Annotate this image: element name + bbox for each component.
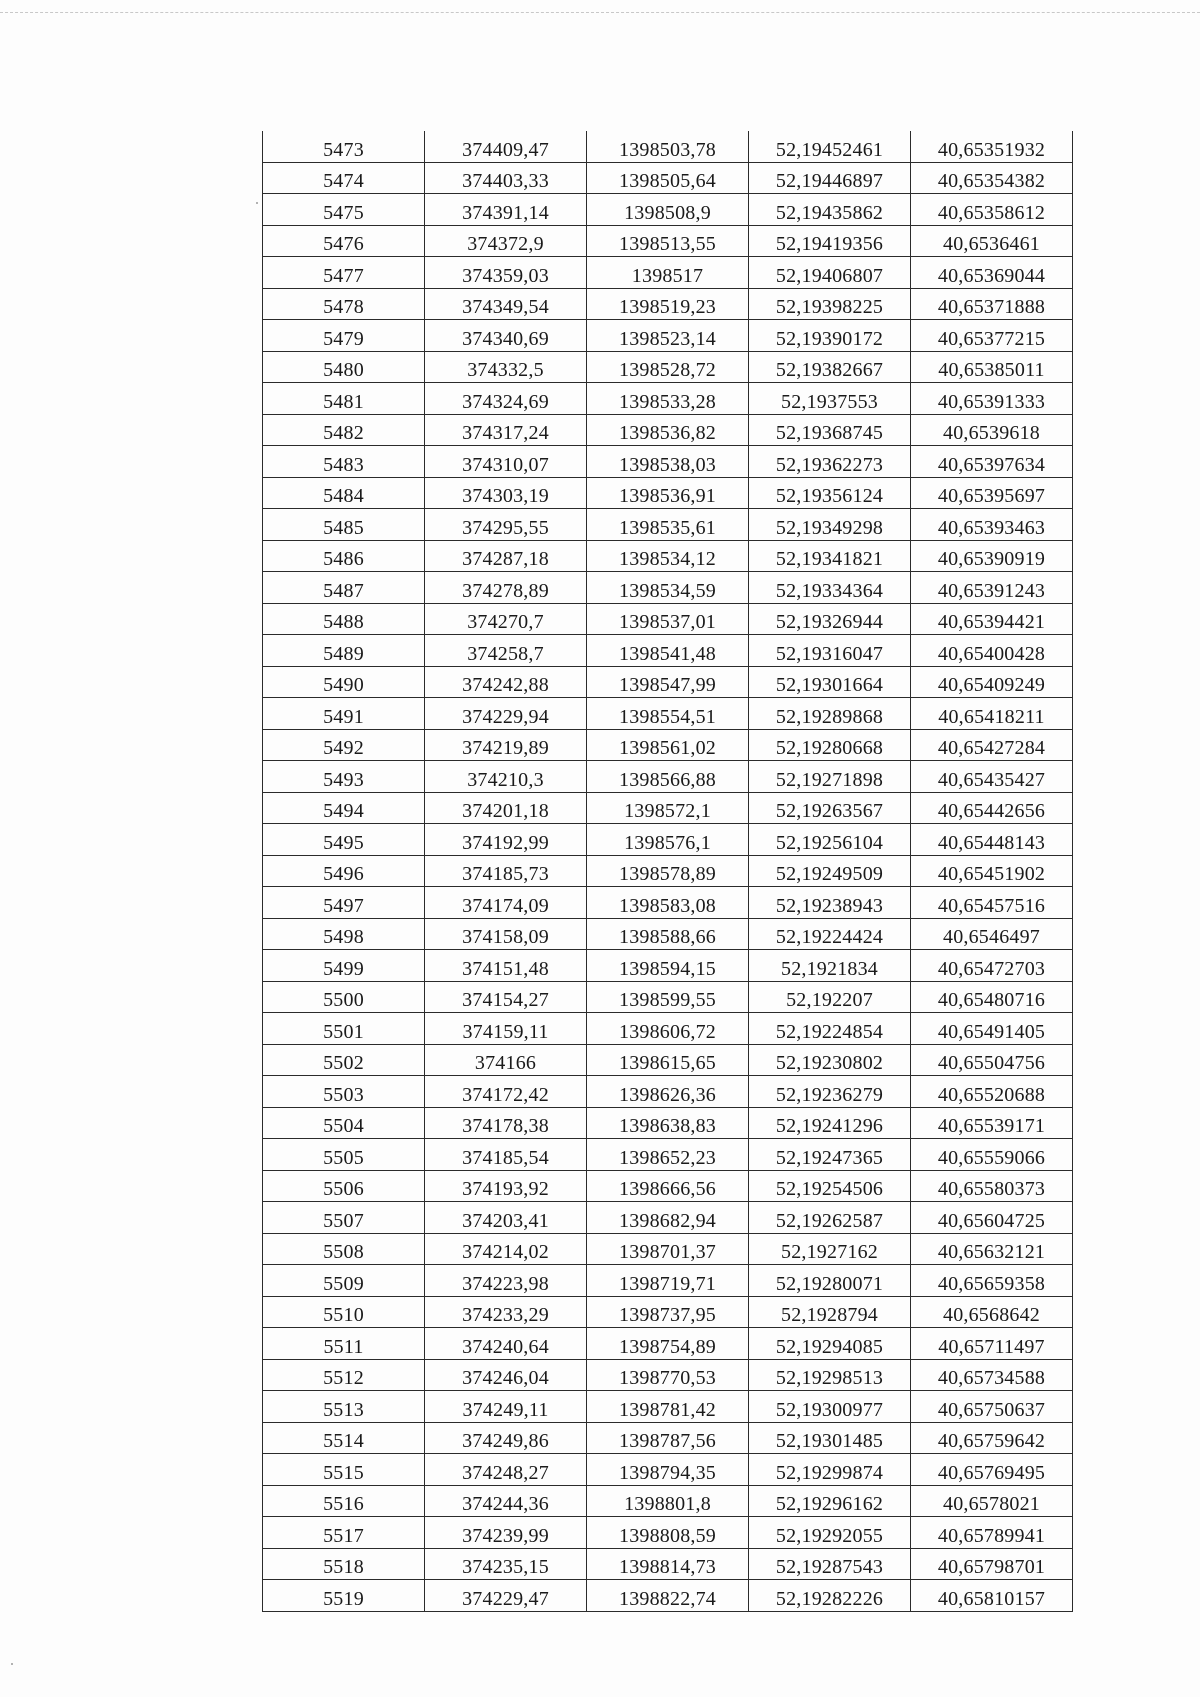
point-number-cell: 5473 bbox=[263, 131, 425, 162]
y-coordinate-cell: 1398701,37 bbox=[587, 1233, 749, 1265]
x-coordinate-cell: 374192,99 bbox=[425, 824, 587, 856]
point-number-cell: 5477 bbox=[263, 257, 425, 289]
longitude-cell: 40,65391333 bbox=[911, 383, 1073, 415]
latitude-cell: 52,19294085 bbox=[749, 1328, 911, 1360]
table-row bbox=[263, 1265, 1073, 1297]
table-row bbox=[263, 792, 1073, 824]
longitude-cell: 40,65798701 bbox=[911, 1548, 1073, 1580]
table-row bbox=[263, 950, 1073, 982]
point-number-cell: 5474 bbox=[263, 162, 425, 194]
longitude-cell: 40,65418211 bbox=[911, 698, 1073, 730]
x-coordinate-cell: 374210,3 bbox=[425, 761, 587, 793]
x-coordinate-cell: 374229,47 bbox=[425, 1580, 587, 1612]
x-coordinate-cell: 374249,86 bbox=[425, 1422, 587, 1454]
point-number-cell: 5480 bbox=[263, 351, 425, 383]
longitude-cell: 40,65409249 bbox=[911, 666, 1073, 698]
table-row bbox=[263, 446, 1073, 478]
latitude-cell: 52,19301485 bbox=[749, 1422, 911, 1454]
latitude-cell: 52,19446897 bbox=[749, 162, 911, 194]
y-coordinate-cell: 1398794,35 bbox=[587, 1454, 749, 1486]
point-number-cell: 5491 bbox=[263, 698, 425, 730]
longitude-cell: 40,65385011 bbox=[911, 351, 1073, 383]
x-coordinate-cell: 374154,27 bbox=[425, 981, 587, 1013]
table-row bbox=[263, 162, 1073, 194]
y-coordinate-cell: 1398615,65 bbox=[587, 1044, 749, 1076]
y-coordinate-cell: 1398534,12 bbox=[587, 540, 749, 572]
latitude-cell: 52,19262587 bbox=[749, 1202, 911, 1234]
latitude-cell: 52,19230802 bbox=[749, 1044, 911, 1076]
y-coordinate-cell: 1398808,59 bbox=[587, 1517, 749, 1549]
point-number-cell: 5482 bbox=[263, 414, 425, 446]
table-row bbox=[263, 257, 1073, 289]
y-coordinate-cell: 1398626,36 bbox=[587, 1076, 749, 1108]
y-coordinate-cell: 1398505,64 bbox=[587, 162, 749, 194]
point-number-cell: 5476 bbox=[263, 225, 425, 257]
table-row bbox=[263, 1422, 1073, 1454]
x-coordinate-cell: 374324,69 bbox=[425, 383, 587, 415]
table-row bbox=[263, 1359, 1073, 1391]
table-row bbox=[263, 635, 1073, 667]
point-number-cell: 5515 bbox=[263, 1454, 425, 1486]
y-coordinate-cell: 1398666,56 bbox=[587, 1170, 749, 1202]
table-row bbox=[263, 1517, 1073, 1549]
longitude-cell: 40,65358612 bbox=[911, 194, 1073, 226]
longitude-cell: 40,65395697 bbox=[911, 477, 1073, 509]
scan-edge-line bbox=[0, 12, 1200, 13]
x-coordinate-cell: 374178,38 bbox=[425, 1107, 587, 1139]
longitude-cell: 40,65604725 bbox=[911, 1202, 1073, 1234]
y-coordinate-cell: 1398513,55 bbox=[587, 225, 749, 257]
x-coordinate-cell: 374174,09 bbox=[425, 887, 587, 919]
latitude-cell: 52,19287543 bbox=[749, 1548, 911, 1580]
longitude-cell: 40,65810157 bbox=[911, 1580, 1073, 1612]
latitude-cell: 52,19292055 bbox=[749, 1517, 911, 1549]
longitude-cell: 40,65451902 bbox=[911, 855, 1073, 887]
latitude-cell: 52,19271898 bbox=[749, 761, 911, 793]
point-number-cell: 5519 bbox=[263, 1580, 425, 1612]
latitude-cell: 52,19398225 bbox=[749, 288, 911, 320]
table-row bbox=[263, 1170, 1073, 1202]
x-coordinate-cell: 374391,14 bbox=[425, 194, 587, 226]
x-coordinate-cell: 374246,04 bbox=[425, 1359, 587, 1391]
latitude-cell: 52,19349298 bbox=[749, 509, 911, 541]
point-number-cell: 5506 bbox=[263, 1170, 425, 1202]
y-coordinate-cell: 1398536,91 bbox=[587, 477, 749, 509]
latitude-cell: 52,19224854 bbox=[749, 1013, 911, 1045]
x-coordinate-cell: 374193,92 bbox=[425, 1170, 587, 1202]
point-number-cell: 5488 bbox=[263, 603, 425, 635]
latitude-cell: 52,19280668 bbox=[749, 729, 911, 761]
x-coordinate-cell: 374409,47 bbox=[425, 131, 587, 162]
point-number-cell: 5483 bbox=[263, 446, 425, 478]
point-number-cell: 5501 bbox=[263, 1013, 425, 1045]
x-coordinate-cell: 374332,5 bbox=[425, 351, 587, 383]
latitude-cell: 52,19236279 bbox=[749, 1076, 911, 1108]
latitude-cell: 52,19280071 bbox=[749, 1265, 911, 1297]
x-coordinate-cell: 374359,03 bbox=[425, 257, 587, 289]
x-coordinate-cell: 374270,7 bbox=[425, 603, 587, 635]
point-number-cell: 5508 bbox=[263, 1233, 425, 1265]
y-coordinate-cell: 1398503,78 bbox=[587, 131, 749, 162]
table-row bbox=[263, 288, 1073, 320]
point-number-cell: 5503 bbox=[263, 1076, 425, 1108]
point-number-cell: 5475 bbox=[263, 194, 425, 226]
scan-speck bbox=[256, 202, 258, 204]
longitude-cell: 40,65391243 bbox=[911, 572, 1073, 604]
table-row bbox=[263, 918, 1073, 950]
latitude-cell: 52,19247365 bbox=[749, 1139, 911, 1171]
latitude-cell: 52,19452461 bbox=[749, 131, 911, 162]
x-coordinate-cell: 374172,42 bbox=[425, 1076, 587, 1108]
latitude-cell: 52,19341821 bbox=[749, 540, 911, 572]
point-number-cell: 5505 bbox=[263, 1139, 425, 1171]
y-coordinate-cell: 1398606,72 bbox=[587, 1013, 749, 1045]
table-row bbox=[263, 477, 1073, 509]
longitude-cell: 40,65427284 bbox=[911, 729, 1073, 761]
point-number-cell: 5500 bbox=[263, 981, 425, 1013]
point-number-cell: 5510 bbox=[263, 1296, 425, 1328]
x-coordinate-cell: 374372,9 bbox=[425, 225, 587, 257]
point-number-cell: 5496 bbox=[263, 855, 425, 887]
latitude-cell: 52,19241296 bbox=[749, 1107, 911, 1139]
longitude-cell: 40,65351932 bbox=[911, 131, 1073, 162]
y-coordinate-cell: 1398534,59 bbox=[587, 572, 749, 604]
x-coordinate-cell: 374151,48 bbox=[425, 950, 587, 982]
point-number-cell: 5502 bbox=[263, 1044, 425, 1076]
longitude-cell: 40,6568642 bbox=[911, 1296, 1073, 1328]
latitude-cell: 52,19390172 bbox=[749, 320, 911, 352]
longitude-cell: 40,65734588 bbox=[911, 1359, 1073, 1391]
x-coordinate-cell: 374233,29 bbox=[425, 1296, 587, 1328]
x-coordinate-cell: 374317,24 bbox=[425, 414, 587, 446]
longitude-cell: 40,6536461 bbox=[911, 225, 1073, 257]
longitude-cell: 40,65393463 bbox=[911, 509, 1073, 541]
y-coordinate-cell: 1398576,1 bbox=[587, 824, 749, 856]
y-coordinate-cell: 1398538,03 bbox=[587, 446, 749, 478]
x-coordinate-cell: 374235,15 bbox=[425, 1548, 587, 1580]
table-row bbox=[263, 1454, 1073, 1486]
longitude-cell: 40,65369044 bbox=[911, 257, 1073, 289]
point-number-cell: 5511 bbox=[263, 1328, 425, 1360]
table-row bbox=[263, 1328, 1073, 1360]
point-number-cell: 5512 bbox=[263, 1359, 425, 1391]
y-coordinate-cell: 1398572,1 bbox=[587, 792, 749, 824]
table-row bbox=[263, 981, 1073, 1013]
x-coordinate-cell: 374295,55 bbox=[425, 509, 587, 541]
longitude-cell: 40,65457516 bbox=[911, 887, 1073, 919]
longitude-cell: 40,65442656 bbox=[911, 792, 1073, 824]
latitude-cell: 52,1927162 bbox=[749, 1233, 911, 1265]
y-coordinate-cell: 1398594,15 bbox=[587, 950, 749, 982]
table-row bbox=[263, 666, 1073, 698]
longitude-cell: 40,65539171 bbox=[911, 1107, 1073, 1139]
table-row bbox=[263, 320, 1073, 352]
point-number-cell: 5513 bbox=[263, 1391, 425, 1423]
point-number-cell: 5516 bbox=[263, 1485, 425, 1517]
latitude-cell: 52,1928794 bbox=[749, 1296, 911, 1328]
y-coordinate-cell: 1398638,83 bbox=[587, 1107, 749, 1139]
y-coordinate-cell: 1398682,94 bbox=[587, 1202, 749, 1234]
latitude-cell: 52,1937553 bbox=[749, 383, 911, 415]
table-row bbox=[263, 351, 1073, 383]
point-number-cell: 5494 bbox=[263, 792, 425, 824]
x-coordinate-cell: 374239,99 bbox=[425, 1517, 587, 1549]
longitude-cell: 40,65400428 bbox=[911, 635, 1073, 667]
table-row bbox=[263, 729, 1073, 761]
longitude-cell: 40,65559066 bbox=[911, 1139, 1073, 1171]
latitude-cell: 52,19254506 bbox=[749, 1170, 911, 1202]
longitude-cell: 40,6539618 bbox=[911, 414, 1073, 446]
longitude-cell: 40,65520688 bbox=[911, 1076, 1073, 1108]
table-row bbox=[263, 1202, 1073, 1234]
table-row bbox=[263, 1580, 1073, 1612]
y-coordinate-cell: 1398588,66 bbox=[587, 918, 749, 950]
longitude-cell: 40,65371888 bbox=[911, 288, 1073, 320]
y-coordinate-cell: 1398517 bbox=[587, 257, 749, 289]
x-coordinate-cell: 374185,73 bbox=[425, 855, 587, 887]
longitude-cell: 40,6578021 bbox=[911, 1485, 1073, 1517]
longitude-cell: 40,65504756 bbox=[911, 1044, 1073, 1076]
x-coordinate-cell: 374159,11 bbox=[425, 1013, 587, 1045]
longitude-cell: 40,65750637 bbox=[911, 1391, 1073, 1423]
latitude-cell: 52,19435862 bbox=[749, 194, 911, 226]
x-coordinate-cell: 374185,54 bbox=[425, 1139, 587, 1171]
latitude-cell: 52,19356124 bbox=[749, 477, 911, 509]
y-coordinate-cell: 1398533,28 bbox=[587, 383, 749, 415]
table-row bbox=[263, 1013, 1073, 1045]
x-coordinate-cell: 374203,41 bbox=[425, 1202, 587, 1234]
x-coordinate-cell: 374201,18 bbox=[425, 792, 587, 824]
y-coordinate-cell: 1398787,56 bbox=[587, 1422, 749, 1454]
latitude-cell: 52,19249509 bbox=[749, 855, 911, 887]
table-row bbox=[263, 194, 1073, 226]
point-number-cell: 5481 bbox=[263, 383, 425, 415]
x-coordinate-cell: 374166 bbox=[425, 1044, 587, 1076]
longitude-cell: 40,65354382 bbox=[911, 162, 1073, 194]
point-number-cell: 5485 bbox=[263, 509, 425, 541]
y-coordinate-cell: 1398519,23 bbox=[587, 288, 749, 320]
y-coordinate-cell: 1398754,89 bbox=[587, 1328, 749, 1360]
x-coordinate-cell: 374403,33 bbox=[425, 162, 587, 194]
latitude-cell: 52,19406807 bbox=[749, 257, 911, 289]
longitude-cell: 40,65435427 bbox=[911, 761, 1073, 793]
x-coordinate-cell: 374287,18 bbox=[425, 540, 587, 572]
latitude-cell: 52,19263567 bbox=[749, 792, 911, 824]
point-number-cell: 5517 bbox=[263, 1517, 425, 1549]
table-row bbox=[263, 1296, 1073, 1328]
table-row bbox=[263, 1044, 1073, 1076]
longitude-cell: 40,65580373 bbox=[911, 1170, 1073, 1202]
y-coordinate-cell: 1398535,61 bbox=[587, 509, 749, 541]
latitude-cell: 52,19300977 bbox=[749, 1391, 911, 1423]
coordinates-table bbox=[262, 131, 1073, 1612]
y-coordinate-cell: 1398536,82 bbox=[587, 414, 749, 446]
point-number-cell: 5499 bbox=[263, 950, 425, 982]
longitude-cell: 40,65472703 bbox=[911, 950, 1073, 982]
y-coordinate-cell: 1398814,73 bbox=[587, 1548, 749, 1580]
table-row bbox=[263, 1391, 1073, 1423]
table-row bbox=[263, 887, 1073, 919]
y-coordinate-cell: 1398719,71 bbox=[587, 1265, 749, 1297]
latitude-cell: 52,19334364 bbox=[749, 572, 911, 604]
point-number-cell: 5509 bbox=[263, 1265, 425, 1297]
point-number-cell: 5514 bbox=[263, 1422, 425, 1454]
x-coordinate-cell: 374249,11 bbox=[425, 1391, 587, 1423]
x-coordinate-cell: 374310,07 bbox=[425, 446, 587, 478]
table-row bbox=[263, 1139, 1073, 1171]
longitude-cell: 40,65789941 bbox=[911, 1517, 1073, 1549]
table-row bbox=[263, 855, 1073, 887]
table-row bbox=[263, 1076, 1073, 1108]
longitude-cell: 40,65448143 bbox=[911, 824, 1073, 856]
latitude-cell: 52,19362273 bbox=[749, 446, 911, 478]
point-number-cell: 5518 bbox=[263, 1548, 425, 1580]
y-coordinate-cell: 1398583,08 bbox=[587, 887, 749, 919]
longitude-cell: 40,6546497 bbox=[911, 918, 1073, 950]
latitude-cell: 52,19296162 bbox=[749, 1485, 911, 1517]
x-coordinate-cell: 374258,7 bbox=[425, 635, 587, 667]
x-coordinate-cell: 374242,88 bbox=[425, 666, 587, 698]
table-row bbox=[263, 509, 1073, 541]
table-row bbox=[263, 1107, 1073, 1139]
point-number-cell: 5479 bbox=[263, 320, 425, 352]
table-row bbox=[263, 761, 1073, 793]
coordinates-table-body bbox=[263, 131, 1073, 1611]
x-coordinate-cell: 374349,54 bbox=[425, 288, 587, 320]
x-coordinate-cell: 374303,19 bbox=[425, 477, 587, 509]
longitude-cell: 40,65390919 bbox=[911, 540, 1073, 572]
point-number-cell: 5486 bbox=[263, 540, 425, 572]
latitude-cell: 52,192207 bbox=[749, 981, 911, 1013]
latitude-cell: 52,19316047 bbox=[749, 635, 911, 667]
y-coordinate-cell: 1398770,53 bbox=[587, 1359, 749, 1391]
point-number-cell: 5484 bbox=[263, 477, 425, 509]
longitude-cell: 40,65659358 bbox=[911, 1265, 1073, 1297]
point-number-cell: 5487 bbox=[263, 572, 425, 604]
longitude-cell: 40,65632121 bbox=[911, 1233, 1073, 1265]
table-row bbox=[263, 824, 1073, 856]
y-coordinate-cell: 1398781,42 bbox=[587, 1391, 749, 1423]
point-number-cell: 5489 bbox=[263, 635, 425, 667]
y-coordinate-cell: 1398652,23 bbox=[587, 1139, 749, 1171]
y-coordinate-cell: 1398537,01 bbox=[587, 603, 749, 635]
point-number-cell: 5490 bbox=[263, 666, 425, 698]
scan-speck bbox=[11, 1663, 13, 1665]
longitude-cell: 40,65397634 bbox=[911, 446, 1073, 478]
table-row bbox=[263, 1233, 1073, 1265]
point-number-cell: 5504 bbox=[263, 1107, 425, 1139]
point-number-cell: 5497 bbox=[263, 887, 425, 919]
y-coordinate-cell: 1398801,8 bbox=[587, 1485, 749, 1517]
point-number-cell: 5493 bbox=[263, 761, 425, 793]
x-coordinate-cell: 374214,02 bbox=[425, 1233, 587, 1265]
y-coordinate-cell: 1398541,48 bbox=[587, 635, 749, 667]
latitude-cell: 52,1921834 bbox=[749, 950, 911, 982]
latitude-cell: 52,19382667 bbox=[749, 351, 911, 383]
latitude-cell: 52,19298513 bbox=[749, 1359, 911, 1391]
table-row bbox=[263, 225, 1073, 257]
x-coordinate-cell: 374229,94 bbox=[425, 698, 587, 730]
latitude-cell: 52,19419356 bbox=[749, 225, 911, 257]
y-coordinate-cell: 1398554,51 bbox=[587, 698, 749, 730]
y-coordinate-cell: 1398822,74 bbox=[587, 1580, 749, 1612]
table-row bbox=[263, 698, 1073, 730]
point-number-cell: 5507 bbox=[263, 1202, 425, 1234]
x-coordinate-cell: 374340,69 bbox=[425, 320, 587, 352]
x-coordinate-cell: 374278,89 bbox=[425, 572, 587, 604]
y-coordinate-cell: 1398578,89 bbox=[587, 855, 749, 887]
latitude-cell: 52,19224424 bbox=[749, 918, 911, 950]
y-coordinate-cell: 1398599,55 bbox=[587, 981, 749, 1013]
x-coordinate-cell: 374244,36 bbox=[425, 1485, 587, 1517]
table-row bbox=[263, 414, 1073, 446]
y-coordinate-cell: 1398528,72 bbox=[587, 351, 749, 383]
table-row bbox=[263, 572, 1073, 604]
x-coordinate-cell: 374248,27 bbox=[425, 1454, 587, 1486]
longitude-cell: 40,65377215 bbox=[911, 320, 1073, 352]
point-number-cell: 5478 bbox=[263, 288, 425, 320]
table-row bbox=[263, 383, 1073, 415]
x-coordinate-cell: 374158,09 bbox=[425, 918, 587, 950]
point-number-cell: 5492 bbox=[263, 729, 425, 761]
latitude-cell: 52,19368745 bbox=[749, 414, 911, 446]
latitude-cell: 52,19282226 bbox=[749, 1580, 911, 1612]
latitude-cell: 52,19299874 bbox=[749, 1454, 911, 1486]
longitude-cell: 40,65394421 bbox=[911, 603, 1073, 635]
point-number-cell: 5498 bbox=[263, 918, 425, 950]
table-row bbox=[263, 1485, 1073, 1517]
latitude-cell: 52,19301664 bbox=[749, 666, 911, 698]
y-coordinate-cell: 1398547,99 bbox=[587, 666, 749, 698]
latitude-cell: 52,19326944 bbox=[749, 603, 911, 635]
y-coordinate-cell: 1398508,9 bbox=[587, 194, 749, 226]
table-row bbox=[263, 131, 1073, 162]
latitude-cell: 52,19289868 bbox=[749, 698, 911, 730]
latitude-cell: 52,19238943 bbox=[749, 887, 911, 919]
y-coordinate-cell: 1398566,88 bbox=[587, 761, 749, 793]
table-row bbox=[263, 1548, 1073, 1580]
longitude-cell: 40,65491405 bbox=[911, 1013, 1073, 1045]
table-row bbox=[263, 603, 1073, 635]
longitude-cell: 40,65769495 bbox=[911, 1454, 1073, 1486]
longitude-cell: 40,65711497 bbox=[911, 1328, 1073, 1360]
longitude-cell: 40,65759642 bbox=[911, 1422, 1073, 1454]
x-coordinate-cell: 374223,98 bbox=[425, 1265, 587, 1297]
y-coordinate-cell: 1398523,14 bbox=[587, 320, 749, 352]
longitude-cell: 40,65480716 bbox=[911, 981, 1073, 1013]
point-number-cell: 5495 bbox=[263, 824, 425, 856]
x-coordinate-cell: 374240,64 bbox=[425, 1328, 587, 1360]
y-coordinate-cell: 1398561,02 bbox=[587, 729, 749, 761]
table-row bbox=[263, 540, 1073, 572]
y-coordinate-cell: 1398737,95 bbox=[587, 1296, 749, 1328]
x-coordinate-cell: 374219,89 bbox=[425, 729, 587, 761]
latitude-cell: 52,19256104 bbox=[749, 824, 911, 856]
